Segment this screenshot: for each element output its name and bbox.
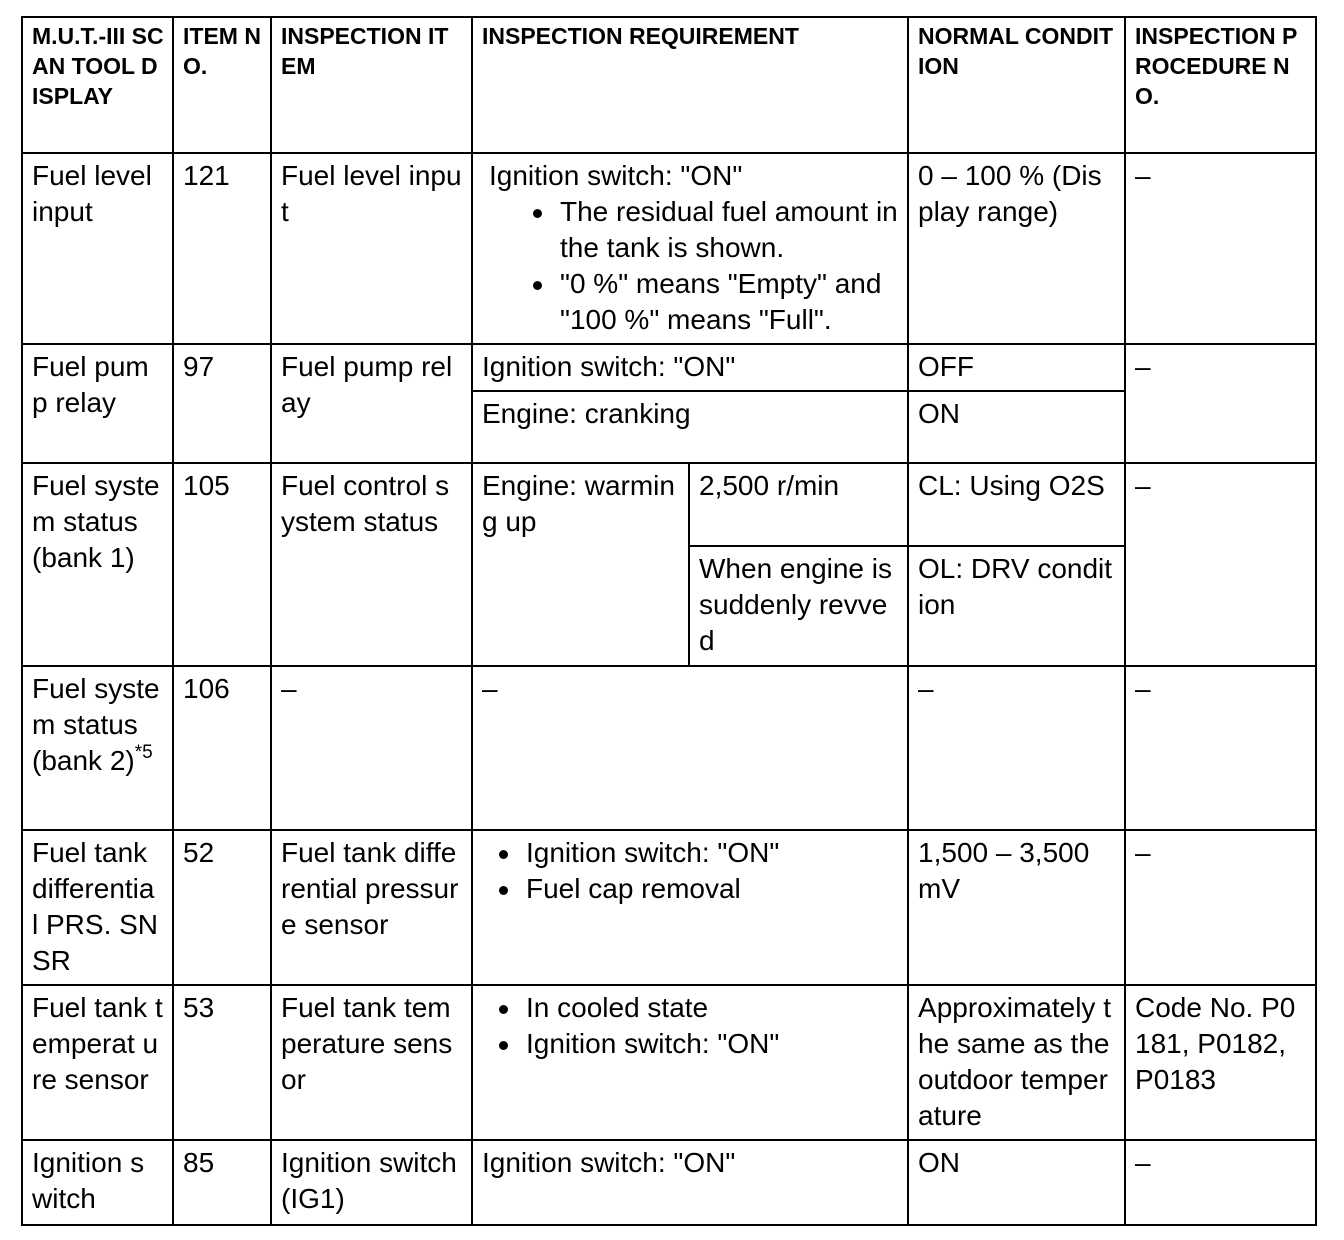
header-normal-condition: NORMAL CONDITION — [908, 17, 1125, 153]
cell-normal: OFF — [908, 344, 1125, 391]
list-item: Fuel cap removal — [526, 871, 899, 907]
cell-procedure: – — [1125, 153, 1316, 344]
cell-normal: ON — [908, 391, 1125, 463]
display-text: Fuel system status (bank 2) — [32, 673, 160, 776]
cell-procedure: – — [1125, 344, 1316, 463]
cell-display: Fuel level input — [22, 153, 173, 344]
list-item: Ignition switch: "ON" — [526, 835, 899, 871]
cell-requirement: – — [472, 666, 908, 830]
header-procedure-no: INSPECTION PROCEDURE NO. — [1125, 17, 1316, 153]
header-inspection-item: INSPECTION ITEM — [271, 17, 472, 153]
cell-procedure: – — [1125, 830, 1316, 985]
cell-requirement: Engine: cranking — [472, 391, 908, 463]
cell-requirement — [472, 153, 908, 344]
list-item: Ignition switch: "ON" — [526, 1026, 899, 1062]
cell-display: Ignition switch — [22, 1140, 173, 1225]
cell-normal: OL: DRV condition — [908, 546, 1125, 666]
table-row — [22, 344, 1316, 391]
cell-procedure: – — [1125, 463, 1316, 666]
header-scan-tool-display: M.U.T.-III SCAN TOOL DISPLAY — [22, 17, 173, 153]
cell-display: Fuel tank differentia l PRS. SNSR — [22, 830, 173, 985]
table-row — [22, 830, 1316, 985]
cell-display: Fuel system status (bank 1) — [22, 463, 173, 666]
cell-display: Fuel pump relay — [22, 344, 173, 463]
cell-item-no: 97 — [173, 344, 271, 463]
cell-item: Fuel tank differential pressure sensor — [271, 830, 472, 985]
cell-item: Fuel control system status — [271, 463, 472, 666]
cell-item: Fuel tank temperature sensor — [271, 985, 472, 1140]
cell-display — [22, 666, 173, 830]
cell-procedure: Code No. P0181, P0182, P0183 — [1125, 985, 1316, 1140]
cell-requirement — [472, 830, 908, 985]
cell-item-no: 121 — [173, 153, 271, 344]
footnote-marker: *5 — [134, 742, 153, 763]
header-item-no: ITEM NO. — [173, 17, 271, 153]
requirement-list — [482, 835, 899, 907]
cell-normal: 1,500 – 3,500 mV — [908, 830, 1125, 985]
cell-display: Fuel tank temperat ure sensor — [22, 985, 173, 1140]
header-inspection-requirement: INSPECTION REQUIREMENT — [472, 17, 908, 153]
cell-item: – — [271, 666, 472, 830]
cell-procedure: – — [1125, 666, 1316, 830]
list-item: In cooled state — [526, 990, 899, 1026]
cell-normal: Approximately the same as the outdoor temperature — [908, 985, 1125, 1140]
cell-item-no: 53 — [173, 985, 271, 1140]
cell-requirement: Ignition switch: "ON" — [472, 344, 908, 391]
cell-item: Ignition switch (IG1) — [271, 1140, 472, 1225]
table-row — [22, 1140, 1316, 1225]
table-row — [22, 463, 1316, 546]
cell-item-no: 85 — [173, 1140, 271, 1225]
header-row — [22, 17, 1316, 153]
list-item: The residual fuel amount in the tank is shown. — [560, 194, 899, 266]
cell-item-no: 105 — [173, 463, 271, 666]
cell-item-no: 52 — [173, 830, 271, 985]
requirement-list — [482, 990, 899, 1062]
requirement-list — [482, 194, 899, 338]
cell-requirement: Ignition switch: "ON" — [472, 1140, 908, 1225]
table-row — [22, 153, 1316, 344]
inspection-table — [21, 16, 1317, 1226]
cell-normal: – — [908, 666, 1125, 830]
cell-requirement-sub: 2,500 r/min — [689, 463, 908, 546]
cell-normal: CL: Using O2S — [908, 463, 1125, 546]
requirement-lead: Ignition switch: "ON" — [489, 160, 743, 191]
cell-procedure: – — [1125, 1140, 1316, 1225]
table-row — [22, 985, 1316, 1140]
cell-item: Fuel level input — [271, 153, 472, 344]
cell-requirement — [472, 985, 908, 1140]
table-row — [22, 666, 1316, 830]
cell-requirement-sub: When engine is suddenly revved — [689, 546, 908, 666]
cell-normal: ON — [908, 1140, 1125, 1225]
cell-item-no: 106 — [173, 666, 271, 830]
cell-item: Fuel pump relay — [271, 344, 472, 463]
cell-normal: 0 – 100 % (Display range) — [908, 153, 1125, 344]
list-item: "0 %" means "Empty" and "100 %" means "Full". — [560, 266, 899, 338]
cell-requirement-main: Engine: warming up — [472, 463, 689, 666]
